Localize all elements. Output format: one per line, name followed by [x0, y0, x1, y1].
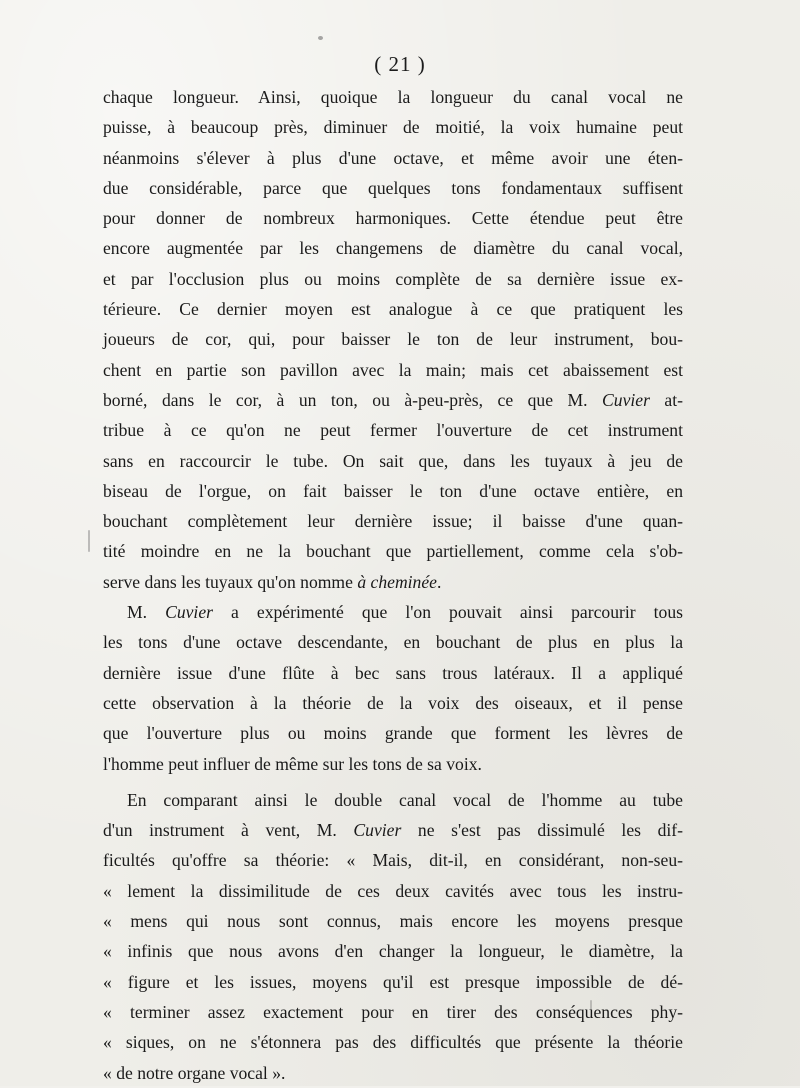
- text-line: que l'ouverture plus ou moins grande que forment les lèvres de: [103, 723, 683, 744]
- text-line: térieure. Ce dernier moyen est analogue à ce que pratiquent les: [103, 299, 683, 320]
- text-line: borné, dans le cor, à un ton, ou à-peu-près, ce que M. Cuvier at-: [103, 389, 683, 410]
- text-line: « infinis que nous avons d'en changer la longueur, le diamètre, la: [103, 941, 683, 962]
- page-number: ( 21 ): [374, 52, 426, 76]
- text-line: puisse, à beaucoup près, diminuer de moitié, la voix humaine peut: [103, 117, 683, 138]
- ink-speck: [318, 36, 323, 40]
- text-line: encore augmentée par les changemens de diamètre du canal vocal,: [103, 238, 683, 259]
- text-line: « mens qui nous sont connus, mais encore les moyens presque: [103, 911, 683, 932]
- text-line: pour donner de nombreux harmoniques. Cette étendue peut être: [103, 208, 683, 229]
- text-line: d'un instrument à vent, M. Cuvier ne s'est pas dissimulé les dif-: [103, 820, 683, 841]
- text-line: sans en raccourcir le tube. On sait que, dans les tuyaux à jeu de: [103, 450, 683, 471]
- text-line: et par l'occlusion plus ou moins complète de sa dernière issue ex-: [103, 268, 683, 289]
- text-line: « figure et les issues, moyens qu'il est presque impossible de dé-: [103, 971, 683, 992]
- text-line: les tons d'une octave descendante, en bouchant de plus en plus la: [103, 632, 683, 653]
- text-line: néanmoins s'élever à plus d'une octave, et même avoir une éten-: [103, 147, 683, 168]
- text-line: tité moindre en ne la bouchant que partiellement, comme cela s'ob-: [103, 541, 683, 562]
- paragraph-1: [103, 82, 683, 597]
- text-line: ficultés qu'offre sa théorie: « Mais, dit-il, en considérant, non-seu-: [103, 850, 683, 871]
- text-line: M. Cuvier a expérimenté que l'on pouvait ainsi parcourir tous: [127, 602, 683, 623]
- text-line: « de notre organe vocal ».: [103, 1062, 286, 1083]
- text-line: bouchant complètement leur dernière issue; il baisse d'une quan-: [103, 511, 683, 532]
- text-line: joueurs de cor, qui, pour baisser le ton de leur instrument, bou-: [103, 329, 683, 350]
- text-line: due considérable, parce que quelques tons fondamentaux suffisent: [103, 177, 683, 198]
- text-line: serve dans les tuyaux qu'on nomme à cheminée.: [103, 571, 442, 592]
- text-line: biseau de l'orgue, on fait baisser le ton d'une octave entière, en: [103, 480, 683, 501]
- text-line: l'homme peut influer de même sur les tons de sa voix.: [103, 753, 482, 774]
- ink-speck: [88, 530, 90, 552]
- text-line: « lement la dissimilitude de ces deux cavités avec tous les instru-: [103, 880, 683, 901]
- text-line: « siques, on ne s'étonnera pas des difficultés que présente la théorie: [103, 1032, 683, 1053]
- ink-speck: [590, 1000, 592, 1010]
- text-line: chent en partie son pavillon avec la main; mais cet abaissement est: [103, 359, 683, 380]
- paragraph-3: [103, 785, 683, 1088]
- text-line: dernière issue d'une flûte à bec sans trous latéraux. Il a appliqué: [103, 662, 683, 683]
- paragraph-2: [103, 597, 683, 779]
- body-text: [103, 82, 683, 1088]
- text-line: cette observation à la théorie de la voix des oiseaux, et il pense: [103, 692, 683, 713]
- text-line: En comparant ainsi le double canal vocal de l'homme au tube: [127, 789, 683, 810]
- text-line: « terminer assez exactement pour en tirer des conséquences phy-: [103, 1001, 683, 1022]
- text-line: tribue à ce qu'on ne peut fermer l'ouverture de cet instrument: [103, 420, 683, 441]
- text-line: chaque longueur. Ainsi, quoique la longueur du canal vocal ne: [103, 87, 683, 107]
